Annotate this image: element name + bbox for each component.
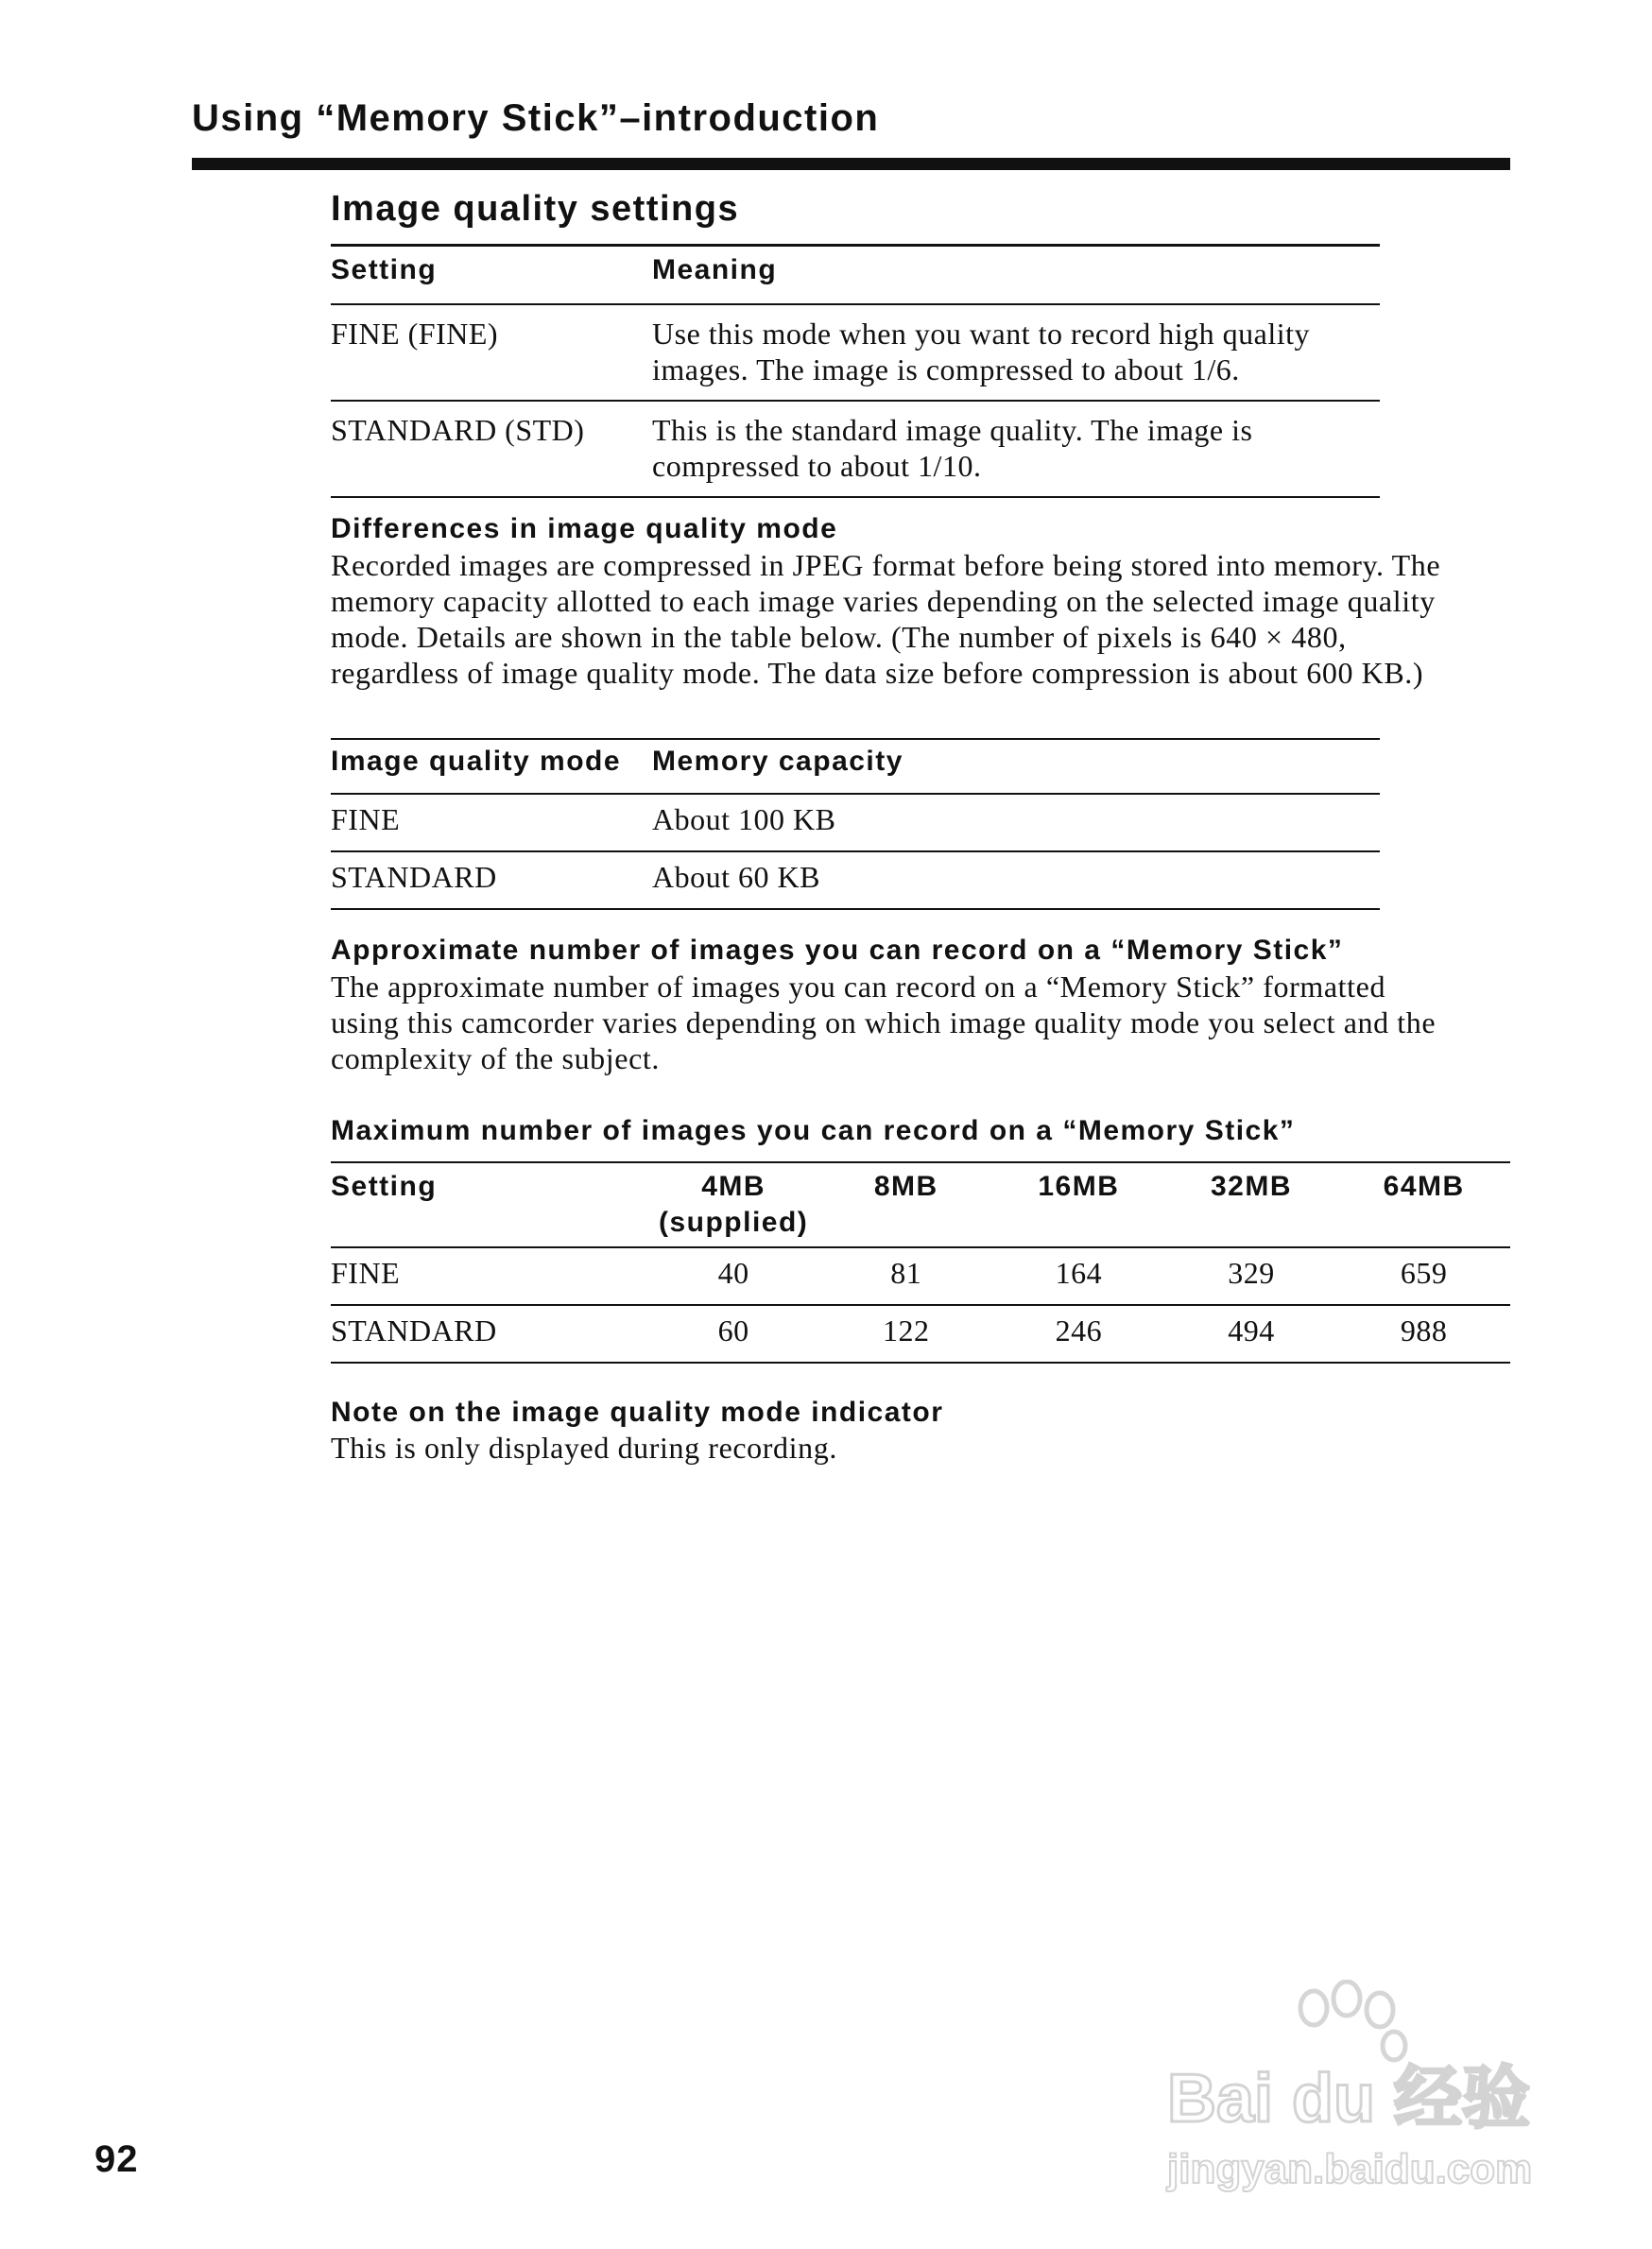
page-number: 92 bbox=[95, 2138, 139, 2180]
setting-cell: FINE bbox=[331, 1256, 401, 1290]
table-row bbox=[331, 1247, 1510, 1305]
image-quality-settings-table bbox=[331, 244, 1380, 498]
table-header-row bbox=[331, 739, 1380, 794]
column-header-16mb: 16MB bbox=[1038, 1171, 1120, 1202]
table-row bbox=[331, 304, 1380, 401]
memory-capacity-table bbox=[331, 738, 1380, 910]
note-text: This is only displayed during recording. bbox=[331, 1431, 837, 1465]
meaning-line: images. The image is compressed to about 1/6. bbox=[652, 352, 1240, 386]
setting-cell: STANDARD (STD) bbox=[331, 413, 585, 447]
column-header-32mb: 32MB bbox=[1211, 1171, 1293, 1202]
setting-cell: STANDARD bbox=[331, 1313, 497, 1348]
value-cell: 246 bbox=[1055, 1313, 1103, 1348]
column-header-meaning: Meaning bbox=[652, 254, 778, 285]
differences-paragraph bbox=[331, 547, 1522, 691]
paw-icon bbox=[1300, 1982, 1405, 2060]
paragraph-line: Recorded images are compressed in JPEG format before being stored into memory. The bbox=[331, 548, 1441, 582]
value-cell: 60 bbox=[717, 1313, 749, 1348]
meaning-line: Use this mode when you want to record high quality bbox=[652, 317, 1310, 351]
table-header-row bbox=[331, 1162, 1510, 1247]
value-cell: 494 bbox=[1228, 1313, 1275, 1348]
max-images-heading: Maximum number of images you can record on a “Memory Stick” bbox=[331, 1115, 1296, 1146]
paragraph-line: complexity of the subject. bbox=[331, 1041, 660, 1075]
column-header-64mb: 64MB bbox=[1383, 1171, 1465, 1202]
value-cell: 40 bbox=[717, 1256, 749, 1290]
table-header-row bbox=[331, 246, 1380, 305]
column-size: 4MB bbox=[701, 1171, 766, 1202]
watermark-url-text: jingyan.baidu.com bbox=[1167, 2146, 1533, 2192]
value-cell: 122 bbox=[883, 1313, 930, 1348]
column-header-capacity: Memory capacity bbox=[652, 746, 903, 777]
approximate-paragraph bbox=[331, 969, 1522, 1076]
setting-cell: FINE (FINE) bbox=[331, 317, 499, 351]
value-cell: 81 bbox=[890, 1256, 922, 1290]
mode-cell: FINE bbox=[331, 802, 401, 836]
paragraph-line: memory capacity allotted to each image varies depending on the selected image quality bbox=[331, 584, 1436, 618]
column-header-8mb: 8MB bbox=[873, 1171, 938, 1202]
value-cell: 988 bbox=[1400, 1313, 1448, 1348]
table-row bbox=[331, 851, 1380, 909]
image-quality-settings-heading: Image quality settings bbox=[331, 189, 740, 229]
paragraph-line: regardless of image quality mode. The data size before compression is about 600 KB.) bbox=[331, 656, 1424, 690]
paragraph-line: The approximate number of images you can record on a “Memory Stick” formatted bbox=[331, 970, 1386, 1004]
baidu-jingyan-watermark bbox=[1158, 1980, 1555, 2197]
max-images-table bbox=[331, 1161, 1510, 1364]
column-header-mode: Image quality mode bbox=[331, 746, 622, 777]
section-header: Using “Memory Stick”–introduction bbox=[192, 97, 880, 139]
note-heading: Note on the image quality mode indicator bbox=[331, 1397, 944, 1428]
meaning-line: This is the standard image quality. The image is bbox=[652, 413, 1253, 447]
value-cell: 659 bbox=[1400, 1256, 1448, 1290]
column-note: (supplied) bbox=[658, 1207, 809, 1238]
table-row bbox=[331, 794, 1380, 851]
meaning-line: compressed to about 1/10. bbox=[652, 449, 982, 483]
column-header-setting: Setting bbox=[331, 254, 438, 285]
paragraph-line: using this camcorder varies depending on which image quality mode you select and the bbox=[331, 1005, 1437, 1039]
meaning-cell bbox=[652, 304, 1380, 401]
watermark-logo-text: Bai du 经验 bbox=[1167, 2061, 1531, 2137]
meaning-cell bbox=[652, 401, 1380, 497]
header-rule bbox=[192, 158, 1510, 170]
table-row bbox=[331, 1305, 1510, 1363]
value-cell: 329 bbox=[1228, 1256, 1275, 1290]
capacity-cell: About 100 KB bbox=[652, 802, 836, 836]
differences-heading: Differences in image quality mode bbox=[331, 513, 838, 544]
mode-cell: STANDARD bbox=[331, 860, 497, 894]
capacity-cell: About 60 KB bbox=[652, 860, 820, 894]
column-header-setting: Setting bbox=[331, 1171, 438, 1202]
table-row bbox=[331, 401, 1380, 497]
paragraph-line: mode. Details are shown in the table below. (The number of pixels is 640 × 480, bbox=[331, 620, 1347, 654]
approximate-heading: Approximate number of images you can record on a “Memory Stick” bbox=[331, 935, 1344, 966]
column-header-4mb bbox=[647, 1162, 820, 1247]
value-cell: 164 bbox=[1055, 1256, 1103, 1290]
